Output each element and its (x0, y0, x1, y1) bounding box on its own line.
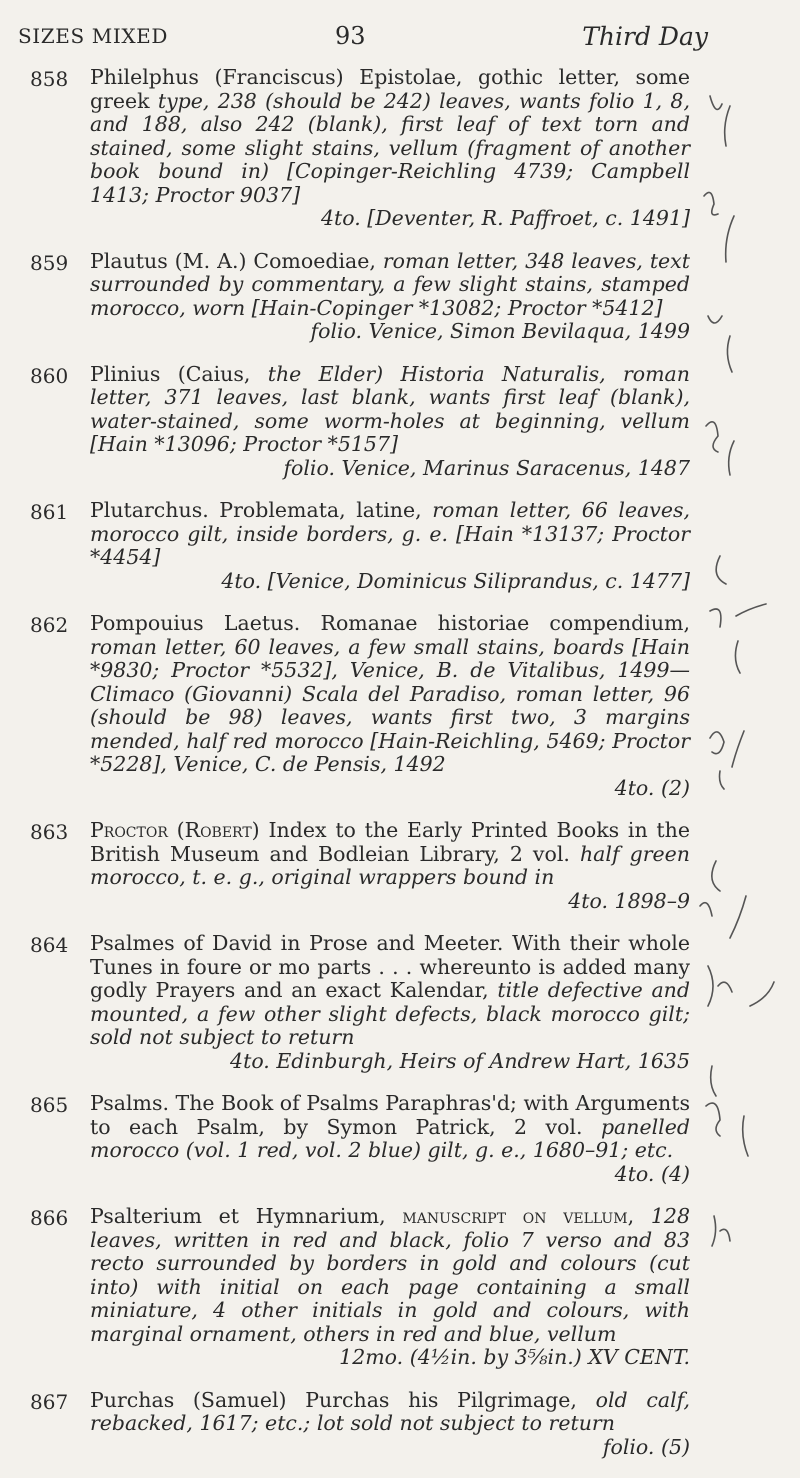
entry-imprint: folio. Venice, Simon Bevilaqua, 1499 (310, 319, 690, 343)
entry-text (90, 66, 690, 231)
entry-description: roman letter, 66 leaves, morocco gilt, inside borders, g. e. [Hain *13137; Proctor *4454] (90, 498, 690, 569)
section-title: SIZES MIXED (18, 24, 169, 48)
entry-title: Plutarchus. Problemata, latine, (90, 498, 422, 522)
entry-text (90, 499, 690, 593)
catalogue-entry (30, 66, 690, 231)
catalogue-entry (30, 1092, 690, 1186)
lot-number: 858 (30, 67, 69, 91)
handwritten-mark (700, 861, 746, 938)
lot-number: 860 (30, 363, 69, 388)
entry-description: half green morocco, t. e. g., original wrappers bound in (90, 841, 690, 889)
entry-text (90, 932, 690, 1073)
handwritten-mark (708, 316, 732, 372)
handwritten-mark (706, 422, 734, 475)
catalogue-entry (30, 1389, 690, 1460)
entry-description: the Elder) Historia Naturalis, roman letter, 371 leaves, last blank, wants first leaf (blank), water-stained, some worm-holes at beginning, vellum [Hain *13096; Proctor *5157] (90, 361, 690, 456)
entry-description: roman letter, 60 leaves, a few small stains, boards [Hain *9830; Proctor *5532], Venice, B. de Vitalibus, 1499— Climaco (Giovanni) Scala del Paradiso, roman letter, 96 (should be 98) leaves, wants first two, 3 margins mended, half red morocco [Hain-Reichling, 5469; Proctor *5228], Venice, C. de Pensis, 1492 (90, 634, 690, 776)
lot-number: 867 (30, 1389, 69, 1414)
entry-description: 128 leaves, written in red and black, folio 7 verso and 83 recto surrounded by borders in gold and colours (cut into) with initial on each page containing a small miniature, 4 other initials in gold and colours, with marginal ornament, others in red and blue, vellum (90, 1204, 690, 1346)
entry-description: panelled morocco (vol. 1 red, vol. 2 blue) gilt, g. e., 1680–91; etc. (90, 1114, 690, 1162)
handwritten-mark (712, 1216, 730, 1246)
entry-title: Psalmes of David in Prose and Meeter. With their whole Tunes in foure or mo parts . . . whereunto is added many godly Prayers and an exact Kalendar, (90, 931, 690, 1002)
entry-title: Index to the Early Printed Books in the British Museum and Bodleian Library, 2 vol. (90, 818, 690, 866)
entry-description: old calf, rebacked, 1617; etc.; lot sold not subject to return (90, 1387, 690, 1435)
entry-text (90, 250, 690, 344)
lot-number: 864 (30, 933, 69, 957)
entry-description: roman letter, 348 leaves, text surrounded by commentary, a few slight stains, stamped morocco, worn [Hain-Copinger *13082; Proctor *5412] (90, 248, 690, 320)
entry-imprint: 4to. 1898–9 (568, 888, 690, 913)
entry-title: Pompouius Laetus. Romanae historiae compendium, (90, 611, 690, 635)
entry-imprint: 4to. (4) (614, 1161, 690, 1186)
entry-imprint: folio. Venice, Marinus Saracenus, 1487 (283, 455, 690, 480)
entry-imprint: 4to. (2) (614, 775, 690, 800)
entry-description: type, 238 (should be 242) leaves, wants folio 1, 8, and 188, also 242 (blank), first leaf of text torn and stained, some slight stains, vellum (fragment of another book bound in) [Copinger-Reichling 4739; Campbell 1413; Proctor 9037] (90, 88, 690, 207)
handwritten-mark (704, 192, 734, 262)
catalogue-entry (30, 819, 690, 913)
entry-text (90, 1205, 690, 1370)
entry-title: Purchas (Samuel) Purchas his Pilgrimage, (90, 1387, 577, 1412)
handwritten-mark (708, 966, 774, 1006)
handwritten-mark (710, 96, 730, 146)
entry-text (90, 1389, 690, 1460)
page-header (18, 18, 708, 54)
entry-imprint: 4to. Edinburgh, Heirs of Andrew Hart, 1635 (230, 1048, 690, 1073)
lot-number: 859 (30, 250, 69, 275)
catalogue-entry (30, 499, 690, 593)
catalogue-entry (30, 250, 690, 344)
catalogue-entry (30, 363, 690, 481)
entry-text (90, 612, 690, 800)
handwritten-mark (710, 731, 744, 789)
handwritten-mark (710, 556, 766, 673)
sale-day: Third Day (582, 22, 708, 51)
entry-author: Proctor (Robert) (90, 818, 260, 842)
lot-number: 862 (30, 613, 69, 637)
lot-number: 863 (30, 820, 69, 844)
handwritten-margin-annotations (690, 66, 790, 1266)
entry-title: Psalms. The Book of Psalms Paraphras'd; with Arguments to each Psalm, by Symon Patrick, 2 vol. (90, 1091, 690, 1139)
catalogue-entry (30, 932, 690, 1073)
entry-material: manuscript on vellum, (402, 1204, 635, 1228)
catalogue-entry (30, 1205, 690, 1370)
entry-description: title defective and mounted, a few other slight defects, black morocco gilt; sold not subject to return (90, 978, 690, 1049)
entry-text (90, 819, 690, 913)
entry-imprint: 12mo. (4½in. by 3⅝in.) XV CENT. (339, 1345, 690, 1369)
page-number: 93 (335, 22, 366, 50)
entry-imprint: 4to. [Deventer, R. Paffroet, c. 1491] (320, 206, 690, 230)
lot-number: 865 (30, 1093, 69, 1117)
entry-text (90, 1092, 690, 1186)
entry-title: Philelphus (Franciscus) Epistolae, gothic letter, some greek (90, 65, 690, 113)
entry-imprint: folio. (5) (602, 1434, 690, 1459)
catalogue-entry (30, 612, 690, 800)
catalogue-entries (30, 66, 690, 1478)
lot-number: 861 (30, 500, 69, 524)
handwritten-mark (706, 1066, 748, 1156)
entry-title: Plinius (Caius, (90, 361, 251, 386)
entry-imprint: 4to. [Venice, Dominicus Siliprandus, c. 1477] (221, 568, 690, 593)
entry-title: Plautus (M. A.) Comoediae, (90, 248, 376, 273)
entry-title: Psalterium et Hymnarium, (90, 1204, 386, 1228)
entry-text (90, 363, 690, 481)
lot-number: 866 (30, 1206, 69, 1230)
